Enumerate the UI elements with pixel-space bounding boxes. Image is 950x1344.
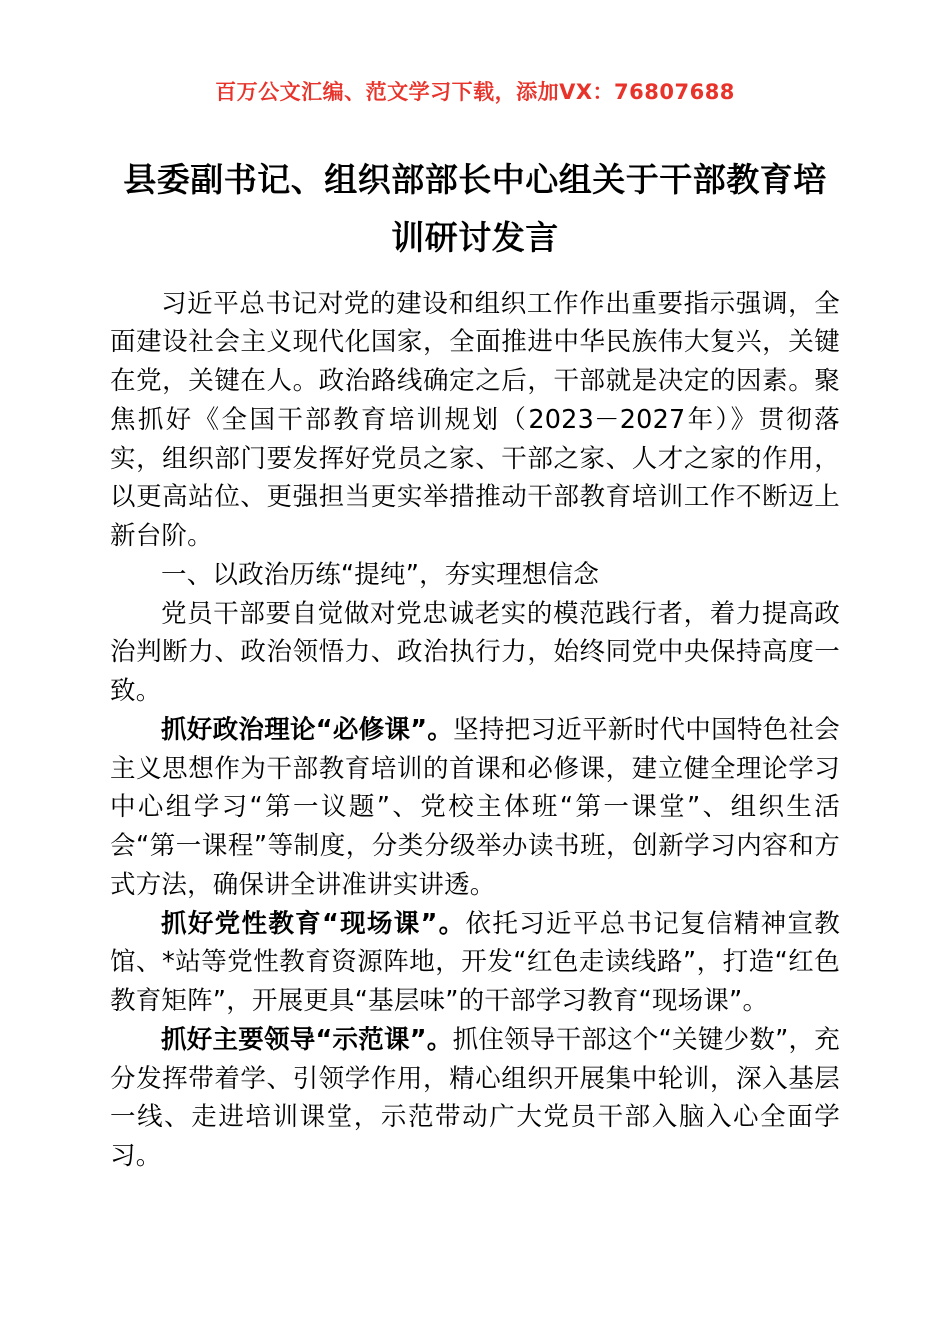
- paragraph-point-1: [110, 711, 840, 905]
- page-title: 县委副书记、组织部部长中心组关于干部教育培训研讨发言: [123, 160, 827, 257]
- point-1-lead: 抓好政治理论“必修课”。: [161, 714, 454, 745]
- document-body: [110, 285, 840, 1176]
- paragraph-section1-body: 党员干部要自觉做对党忠诚老实的模范践行者，着力提高政治判断力、政治领悟力、政治执行力，始终同党中央保持高度一致。: [110, 598, 840, 707]
- point-2-lead: 抓好党性教育“现场课”。: [161, 908, 466, 939]
- watermark-banner: 百万公文汇编、范文学习下载，添加VX：76807688: [215, 80, 735, 104]
- paragraph-intro: 习近平总书记对党的建设和组织工作作出重要指示强调，全面建设社会主义现代化国家，全面推进中华民族伟大复兴，关键在党，关键在人。政治路线确定之后，干部就是决定的因素。聚焦抓好《全国干部教育培训规划（2023－2027年）》贯彻落实，组织部门要发挥好党员之家、干部之家、人才之家的作用，以更高站位、更强担当更实举措推动干部教育培训工作不断迈上新台阶。: [110, 288, 840, 552]
- point-3-body: 抓住领导干部这个“关键少数”，充分发挥带着学、引领学作用，精心组织开展集中轮训，深入基层一线、走进培训课堂，示范带动广大党员干部入脑入心全面学习。: [110, 1024, 841, 1172]
- paragraph-point-2: [110, 905, 840, 1021]
- paragraph-point-3: [110, 1021, 840, 1176]
- point-3-lead: 抓好主要领导“示范课”。: [161, 1024, 453, 1055]
- point-2-body: 依托习近平总书记复信精神宣教馆、*站等党性教育资源阵地，开发“红色走读线路”，打造“红色教育矩阵”，开展更具“基层味”的干部学习教育“现场课”。: [110, 908, 840, 1017]
- section-heading-1: 一、以政治历练“提纯”，夯实理想信念: [161, 559, 600, 590]
- point-1-body: 坚持把习近平新时代中国特色社会主义思想作为干部教育培训的首课和必修课，建立健全理论学习中心组学习“第一议题”、党校主体班“第一课堂”、组织生活会“第一课程”等制度，分类分级举办读书班，创新学习内容和方式方法，确保讲全讲准讲实讲透。: [110, 714, 840, 900]
